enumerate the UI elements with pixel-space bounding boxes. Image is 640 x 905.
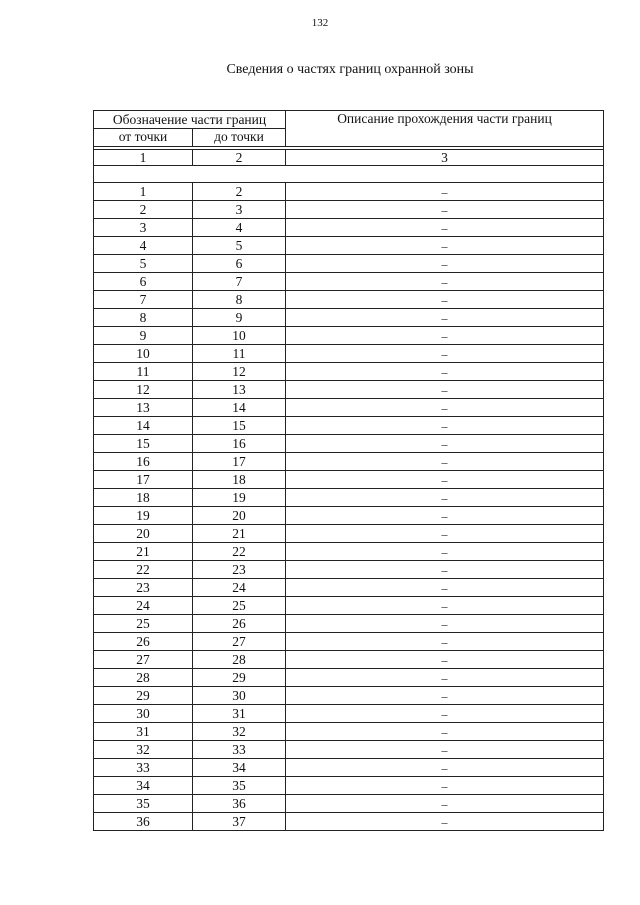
header-boundary-designation: Обозначение части границ: [94, 111, 286, 129]
cell-description: –: [286, 705, 604, 723]
cell-to-point: 33: [193, 741, 286, 759]
table-row: [94, 345, 604, 363]
table-row: [94, 291, 604, 309]
cell-to-point: 11: [193, 345, 286, 363]
cell-description: –: [286, 489, 604, 507]
table-row: [94, 219, 604, 237]
table-row: [94, 597, 604, 615]
header-from-point: от точки: [94, 129, 193, 147]
table-row: [94, 687, 604, 705]
cell-description: –: [286, 273, 604, 291]
table-row: [94, 273, 604, 291]
column-number-row: [94, 150, 604, 166]
cell-from-point: 34: [94, 777, 193, 795]
cell-to-point: 18: [193, 471, 286, 489]
cell-description: –: [286, 363, 604, 381]
table-row: [94, 543, 604, 561]
cell-to-point: 9: [193, 309, 286, 327]
cell-from-point: 13: [94, 399, 193, 417]
cell-from-point: 18: [94, 489, 193, 507]
cell-from-point: 22: [94, 561, 193, 579]
table-row: [94, 471, 604, 489]
cell-description: –: [286, 687, 604, 705]
cell-to-point: 6: [193, 255, 286, 273]
table-row: [94, 561, 604, 579]
cell-to-point: 26: [193, 615, 286, 633]
cell-to-point: 25: [193, 597, 286, 615]
cell-to-point: 29: [193, 669, 286, 687]
cell-from-point: 6: [94, 273, 193, 291]
cell-description: –: [286, 219, 604, 237]
cell-description: –: [286, 651, 604, 669]
table-row: [94, 309, 604, 327]
cell-description: –: [286, 579, 604, 597]
cell-from-point: 14: [94, 417, 193, 435]
table-row: [94, 525, 604, 543]
cell-from-point: 26: [94, 633, 193, 651]
cell-from-point: 2: [94, 201, 193, 219]
cell-description: –: [286, 543, 604, 561]
table-row: [94, 327, 604, 345]
cell-from-point: 29: [94, 687, 193, 705]
table-row: [94, 723, 604, 741]
cell-description: –: [286, 471, 604, 489]
table-spacer-row: [94, 166, 604, 183]
table-body: [94, 111, 604, 831]
table-row: [94, 183, 604, 201]
cell-from-point: 31: [94, 723, 193, 741]
page-number: 132: [311, 17, 329, 29]
cell-to-point: 32: [193, 723, 286, 741]
cell-description: –: [286, 723, 604, 741]
cell-to-point: 5: [193, 237, 286, 255]
table-row: [94, 381, 604, 399]
cell-from-point: 17: [94, 471, 193, 489]
table-row: [94, 741, 604, 759]
cell-description: –: [286, 381, 604, 399]
cell-from-point: 23: [94, 579, 193, 597]
cell-to-point: 31: [193, 705, 286, 723]
cell-to-point: 15: [193, 417, 286, 435]
cell-description: –: [286, 615, 604, 633]
cell-description: –: [286, 759, 604, 777]
cell-to-point: 28: [193, 651, 286, 669]
table-header-row: [94, 111, 604, 129]
cell-from-point: 7: [94, 291, 193, 309]
cell-to-point: 30: [193, 687, 286, 705]
cell-from-point: 8: [94, 309, 193, 327]
table-row: [94, 237, 604, 255]
cell-description: –: [286, 453, 604, 471]
cell-to-point: 23: [193, 561, 286, 579]
cell-description: –: [286, 507, 604, 525]
cell-to-point: 8: [193, 291, 286, 309]
cell-to-point: 12: [193, 363, 286, 381]
cell-to-point: 7: [193, 273, 286, 291]
cell-to-point: 34: [193, 759, 286, 777]
table-row: [94, 777, 604, 795]
table-row: [94, 813, 604, 831]
cell-from-point: 5: [94, 255, 193, 273]
cell-from-point: 15: [94, 435, 193, 453]
cell-from-point: 27: [94, 651, 193, 669]
table-row: [94, 615, 604, 633]
cell-to-point: 13: [193, 381, 286, 399]
cell-from-point: 19: [94, 507, 193, 525]
table-row: [94, 633, 604, 651]
cell-from-point: 33: [94, 759, 193, 777]
cell-description: –: [286, 327, 604, 345]
document-title: Сведения о частях границ охранной зоны: [226, 62, 474, 77]
cell-from-point: 28: [94, 669, 193, 687]
cell-from-point: 3: [94, 219, 193, 237]
cell-from-point: 1: [94, 183, 193, 201]
cell-from-point: 4: [94, 237, 193, 255]
cell-from-point: 10: [94, 345, 193, 363]
cell-from-point: 16: [94, 453, 193, 471]
table-row: [94, 759, 604, 777]
table-row: [94, 363, 604, 381]
table-row: [94, 201, 604, 219]
cell-description: –: [286, 255, 604, 273]
header-description: Описание прохождения части границ: [286, 111, 604, 147]
table-row: [94, 255, 604, 273]
header-to-point: до точки: [193, 129, 286, 147]
cell-to-point: 35: [193, 777, 286, 795]
cell-description: –: [286, 777, 604, 795]
cell-to-point: 22: [193, 543, 286, 561]
table-row: [94, 417, 604, 435]
cell-description: –: [286, 201, 604, 219]
table-row: [94, 705, 604, 723]
cell-to-point: 27: [193, 633, 286, 651]
cell-description: –: [286, 795, 604, 813]
cell-description: –: [286, 309, 604, 327]
cell-to-point: 10: [193, 327, 286, 345]
column-number: 1: [94, 150, 193, 166]
cell-from-point: 20: [94, 525, 193, 543]
cell-from-point: 24: [94, 597, 193, 615]
table-row: [94, 651, 604, 669]
cell-to-point: 24: [193, 579, 286, 597]
cell-description: –: [286, 597, 604, 615]
cell-to-point: 20: [193, 507, 286, 525]
table-row: [94, 669, 604, 687]
cell-to-point: 37: [193, 813, 286, 831]
table-row: [94, 399, 604, 417]
boundary-parts-table: [93, 110, 604, 831]
cell-description: –: [286, 741, 604, 759]
cell-from-point: 9: [94, 327, 193, 345]
cell-to-point: 3: [193, 201, 286, 219]
table-row: [94, 435, 604, 453]
cell-to-point: 19: [193, 489, 286, 507]
cell-description: –: [286, 345, 604, 363]
cell-to-point: 16: [193, 435, 286, 453]
cell-description: –: [286, 291, 604, 309]
cell-description: –: [286, 669, 604, 687]
column-number: 2: [193, 150, 286, 166]
cell-from-point: 36: [94, 813, 193, 831]
cell-from-point: 30: [94, 705, 193, 723]
cell-description: –: [286, 237, 604, 255]
table-row: [94, 579, 604, 597]
cell-from-point: 32: [94, 741, 193, 759]
cell-description: –: [286, 633, 604, 651]
cell-to-point: 36: [193, 795, 286, 813]
cell-description: –: [286, 525, 604, 543]
table-row: [94, 453, 604, 471]
table-row: [94, 489, 604, 507]
cell-description: –: [286, 399, 604, 417]
cell-description: –: [286, 417, 604, 435]
cell-description: –: [286, 435, 604, 453]
column-number: 3: [286, 150, 604, 166]
table-row: [94, 795, 604, 813]
cell-to-point: 17: [193, 453, 286, 471]
cell-to-point: 21: [193, 525, 286, 543]
cell-description: –: [286, 183, 604, 201]
cell-from-point: 25: [94, 615, 193, 633]
cell-to-point: 14: [193, 399, 286, 417]
cell-from-point: 11: [94, 363, 193, 381]
table-row: [94, 507, 604, 525]
spacer-cell: [94, 166, 604, 183]
cell-description: –: [286, 561, 604, 579]
cell-from-point: 12: [94, 381, 193, 399]
cell-to-point: 2: [193, 183, 286, 201]
cell-from-point: 21: [94, 543, 193, 561]
cell-from-point: 35: [94, 795, 193, 813]
cell-description: –: [286, 813, 604, 831]
cell-to-point: 4: [193, 219, 286, 237]
